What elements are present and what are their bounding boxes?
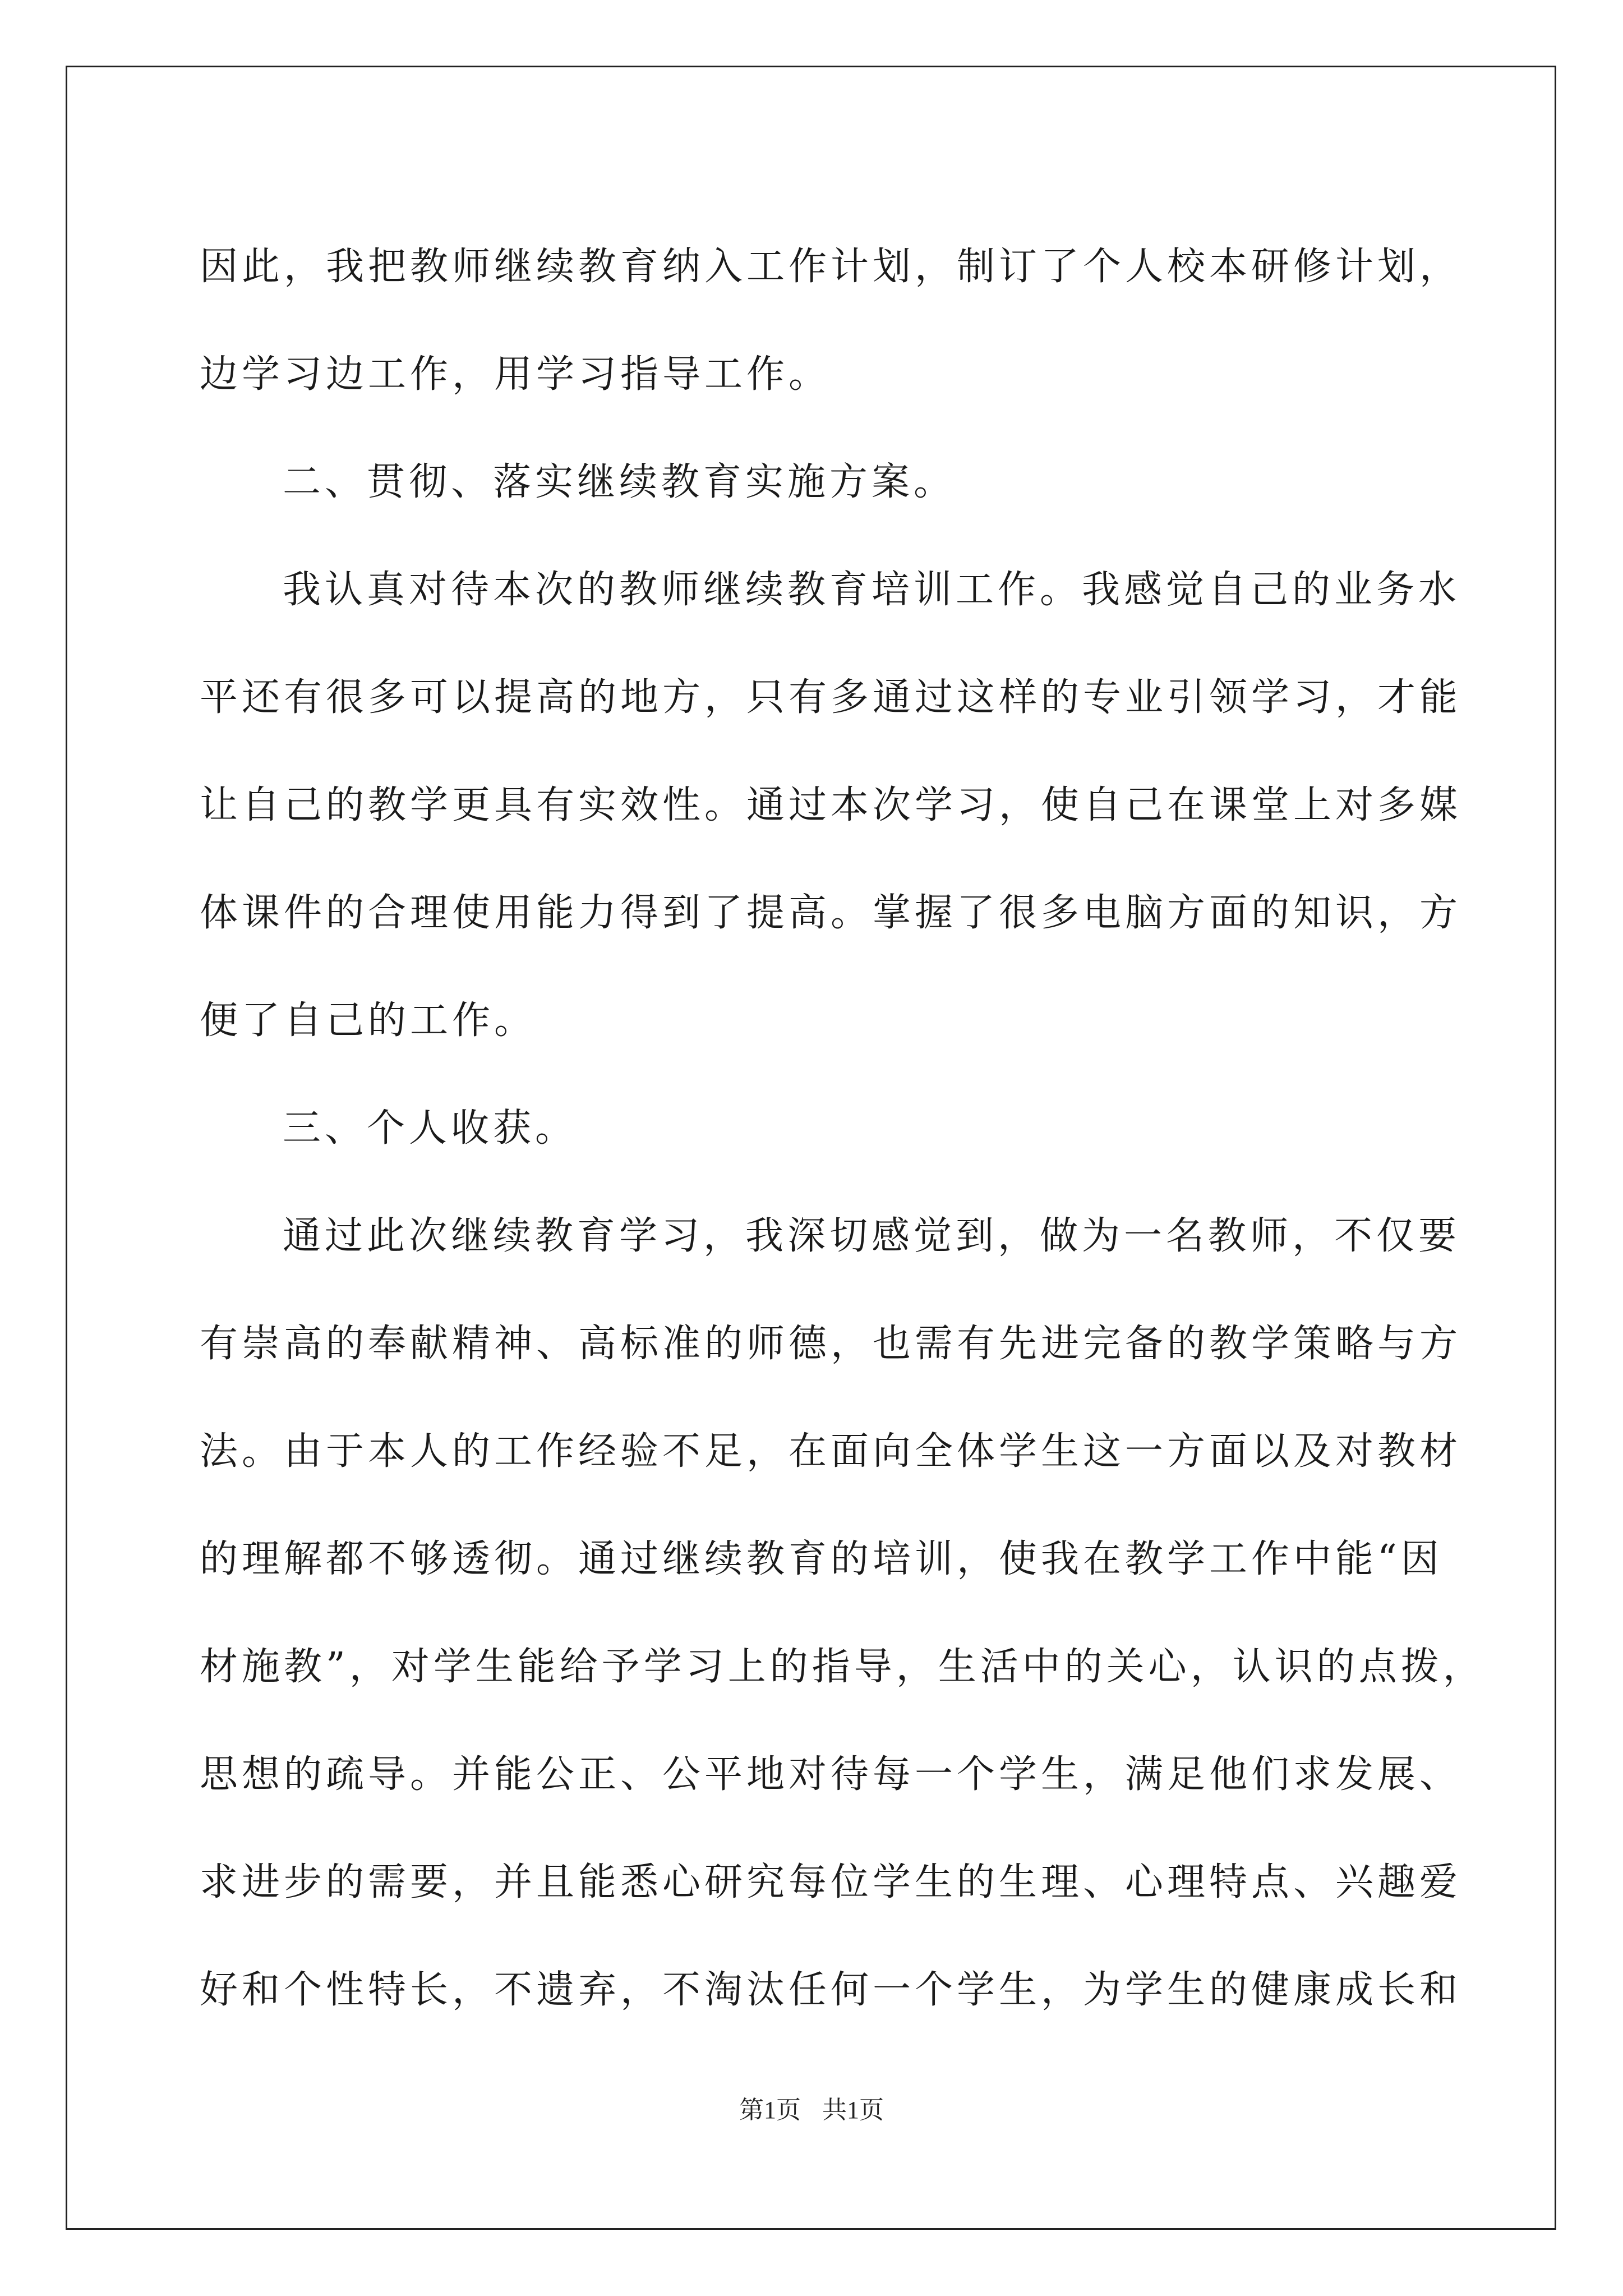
text-line: 我认真对待本次的教师继续教育培训工作。我感觉自己的业务水 — [283, 568, 1461, 612]
text-line: 材施教”，对学生能给予学习上的指导，生活中的关心，认识的点拨， — [200, 1645, 1485, 1689]
page-footer — [0, 2090, 1623, 2125]
text-line: 的理解都不够透彻。通过继续教育的培训，使我在教学工作中能“因 — [200, 1537, 1443, 1581]
page-number: 第1页 — [739, 2096, 801, 2124]
text-line: 体课件的合理使用能力得到了提高。掌握了很多电脑方面的知识，方 — [200, 891, 1462, 935]
text-line: 通过此次继续教育学习，我深切感觉到，做为一名教师，不仅要 — [283, 1214, 1461, 1258]
text-line: 求进步的需要，并且能悉心研究每位学生的生理、心理特点、兴趣爱 — [200, 1860, 1462, 1904]
text-line: 因此，我把教师继续教育纳入工作计划，制订了个人校本研修计划， — [200, 245, 1462, 289]
text-line: 法。由于本人的工作经验不足，在面向全体学生这一方面以及对教材 — [200, 1429, 1462, 1474]
document-body — [200, 213, 1485, 2044]
text-line: 便了自己的工作。 — [200, 999, 537, 1043]
section-heading: 二、贯彻、落实继续教育实施方案。 — [283, 460, 956, 504]
text-line: 好和个性特长，不遗弃，不淘汰任何一个学生，为学生的健康成长和 — [200, 1968, 1462, 2012]
text-line: 边学习边工作，用学习指导工作。 — [200, 352, 831, 397]
text-line: 思想的疏导。并能公正、公平地对待每一个学生，满足他们求发展、 — [200, 1752, 1462, 1797]
text-line: 有崇高的奉献精神、高标准的师德，也需有先进完备的教学策略与方 — [200, 1322, 1462, 1366]
text-line: 平还有很多可以提高的地方，只有多通过这样的专业引领学习，才能 — [200, 675, 1462, 720]
page-total: 共1页 — [822, 2096, 884, 2124]
text-line: 让自己的教学更具有实效性。通过本次学习，使自己在课堂上对多媒 — [200, 783, 1462, 827]
section-heading: 三、个人收获。 — [283, 1106, 578, 1151]
